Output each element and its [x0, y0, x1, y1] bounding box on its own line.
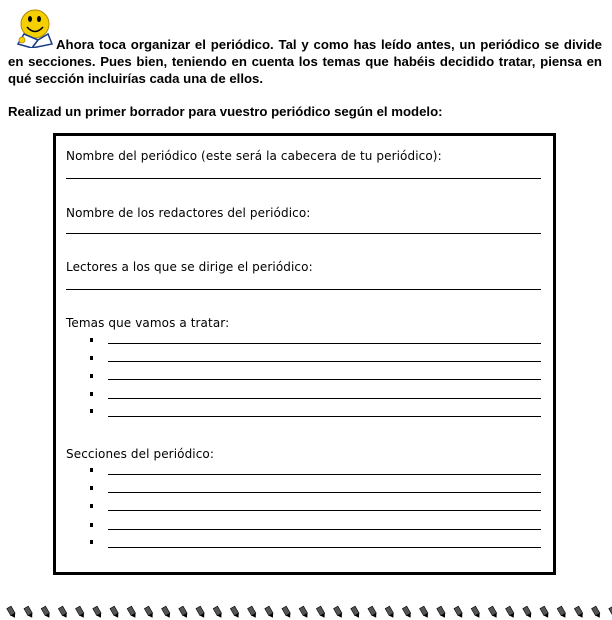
pencil-icon — [316, 606, 326, 619]
topic-line-4[interactable] — [108, 398, 541, 399]
pencil-icon — [385, 606, 395, 619]
pencil-icon — [454, 606, 464, 619]
pencil-icon — [213, 606, 223, 619]
pencil-icon — [506, 606, 516, 619]
pencil-icon — [7, 606, 17, 619]
topic-bullet — [90, 374, 93, 378]
sections-label: Secciones del periódico: — [66, 447, 215, 461]
pencil-icon — [523, 606, 533, 619]
pencil-icon — [368, 606, 378, 619]
topic-bullet — [90, 356, 93, 360]
section-bullet — [90, 504, 93, 508]
pencil-icon — [437, 606, 447, 619]
topics-label: Temas que vamos a tratar: — [66, 316, 230, 330]
pencil-icon — [24, 606, 34, 619]
pencil-icon — [162, 606, 172, 619]
pencil-icon — [334, 606, 344, 619]
instruction-text: Realizad un primer borrador para vuestro periódico según el modelo: — [8, 104, 443, 119]
pencil-icon — [144, 606, 154, 619]
pencil-icon — [282, 606, 292, 619]
topic-bullet — [90, 338, 93, 342]
decorative-pencil-border — [0, 603, 612, 620]
section-line-2[interactable] — [108, 492, 541, 493]
section-bullet — [90, 523, 93, 527]
pencil-icon — [58, 606, 68, 619]
pencil-icon — [351, 606, 361, 619]
section-line-4[interactable] — [108, 529, 541, 530]
newspaper-name-line[interactable] — [66, 178, 541, 179]
pencil-icon — [248, 606, 258, 619]
pencil-icon — [110, 606, 120, 619]
pencil-icon — [127, 606, 137, 619]
intro-paragraph: Ahora toca organizar el periódico. Tal y como has leído antes, un periódico se divide en secciones. Pues bien, teniendo en cuenta los temas que habéis decidido tratar, piensa en qué sección incluirías cada una de ellos. — [8, 37, 602, 86]
topic-bullet — [90, 409, 93, 413]
readers-label: Lectores a los que se dirige el periódico: — [66, 260, 313, 274]
readers-line[interactable] — [66, 289, 541, 290]
pencil-icon — [76, 606, 86, 619]
pencil-icon — [299, 606, 309, 619]
pencil-icon — [471, 606, 481, 619]
topic-line-2[interactable] — [108, 361, 541, 362]
pencil-icon — [540, 606, 550, 619]
topic-bullet — [90, 392, 93, 396]
editors-label: Nombre de los redactores del periódico: — [66, 206, 311, 220]
section-line-3[interactable] — [108, 510, 541, 511]
pencil-icon — [420, 606, 430, 619]
section-line-5[interactable] — [108, 547, 541, 548]
pencil-icon — [402, 606, 412, 619]
pencil-icon — [574, 606, 584, 619]
section-bullet — [90, 540, 93, 544]
topic-line-3[interactable] — [108, 379, 541, 380]
pencil-icon — [592, 606, 602, 619]
pencil-icon — [179, 606, 189, 619]
section-bullet — [90, 468, 93, 472]
pencil-icon — [196, 606, 206, 619]
pencil-icon — [230, 606, 240, 619]
pencil-icon — [41, 606, 51, 619]
pencil-icon — [557, 606, 567, 619]
pencil-icon — [93, 606, 103, 619]
topic-line-1[interactable] — [108, 343, 541, 344]
newspaper-name-label: Nombre del periódico (este será la cabecera de tu periódico): — [66, 149, 442, 163]
section-line-1[interactable] — [108, 474, 541, 475]
pencil-icon — [488, 606, 498, 619]
section-bullet — [90, 486, 93, 490]
pencil-icon — [265, 606, 275, 619]
editors-line[interactable] — [66, 233, 541, 234]
newspaper-draft-form — [53, 133, 556, 575]
topic-line-5[interactable] — [108, 416, 541, 417]
